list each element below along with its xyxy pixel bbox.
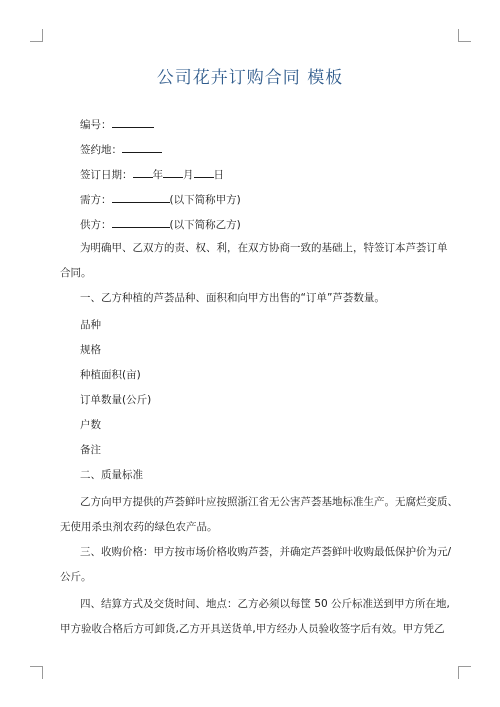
section-3-line-2: 公斤。 xyxy=(60,571,92,583)
seller-note: (以下简称乙方) xyxy=(169,219,241,231)
quality-paragraph-line-2: 无使用杀虫剂农药的绿色农产品。 xyxy=(60,521,218,533)
section-3-line-1: 三、收购价格：甲方按市场价格收购芦荟，并确定芦荟鲜叶收购最低保护价为元/ xyxy=(80,546,452,558)
year-label: 年 xyxy=(152,169,163,181)
signing-date-label: 签订日期： xyxy=(80,169,133,181)
buyer-note: (以下简称甲方) xyxy=(169,194,241,206)
month-blank xyxy=(163,166,183,178)
item-specification: 规格 xyxy=(80,344,101,356)
item-remarks: 备注 xyxy=(80,444,101,456)
contract-number-label: 编号： xyxy=(80,119,112,131)
day-label: 日 xyxy=(213,169,224,181)
contract-number-line xyxy=(80,116,154,132)
signing-place-line xyxy=(80,141,162,157)
signing-place-label: 签约地： xyxy=(80,144,122,156)
contract-number-blank xyxy=(112,116,154,128)
item-order-quantity: 订单数量(公斤) xyxy=(80,394,152,406)
signing-date-line xyxy=(80,166,224,182)
day-blank xyxy=(194,166,214,178)
item-households: 户数 xyxy=(80,419,101,431)
month-label: 月 xyxy=(183,169,194,181)
section-4-line-1: 四、结算方式及交货时间、地点：乙方必须以每筐 50 公斤标准送到甲方所在地, xyxy=(80,598,450,610)
item-planting-area: 种植面积(亩) xyxy=(80,369,141,381)
section-2-heading: 二、质量标准 xyxy=(80,469,143,481)
intro-paragraph-line-2: 合同。 xyxy=(60,267,92,279)
signing-place-blank xyxy=(122,141,162,153)
buyer-label: 需方： xyxy=(80,194,112,206)
quality-paragraph-line-1: 乙方向甲方提供的芦荟鲜叶应按照浙江省无公害芦荟基地标准生产。无腐烂变质、 xyxy=(80,496,458,508)
crop-mark-bottom-left xyxy=(30,666,43,679)
seller-blank xyxy=(112,216,170,228)
document-title: 公司花卉订购合同 模板 xyxy=(156,68,344,88)
seller-line xyxy=(80,216,241,232)
section-4-line-2: 甲方验收合格后方可卸货,乙方开具送货单,甲方经办人员验收签字后有效。甲方凭乙 xyxy=(60,623,445,635)
section-1-heading: 一、乙方种植的芦荟品种、面积和向甲方出售的“订单”芦荟数量。 xyxy=(80,292,385,304)
seller-label: 供方： xyxy=(80,219,112,231)
item-variety: 品种 xyxy=(80,319,101,331)
buyer-blank xyxy=(112,191,170,203)
buyer-line xyxy=(80,191,241,207)
intro-paragraph-line-1: 为明确甲、乙双方的责、权、利，在双方协商一致的基础上，特签订本芦荟订单 xyxy=(80,242,448,254)
crop-mark-top-right xyxy=(458,29,471,42)
crop-mark-top-left xyxy=(30,29,43,42)
year-blank xyxy=(133,166,153,178)
crop-mark-bottom-right xyxy=(458,666,471,679)
